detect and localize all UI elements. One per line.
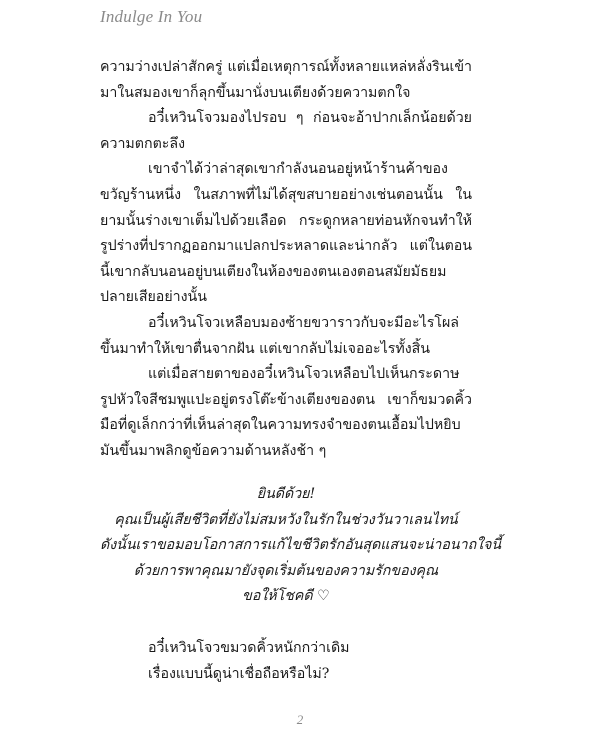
body-text	[100, 55, 472, 465]
paragraph: อวี๋เหวินโจวมองไปรอบ ๆ ก่อนจะอ้าปากเล็กน้อยด้วยความตกตะลึง	[100, 110, 472, 152]
paragraph: ความว่างเปล่าสักครู่ แต่เมื่อเหตุการณ์ทั้งหลายแหล่หลั่งรินเข้ามาในสมองเขาก็ลุกขึ้นมานั่งบนเตียงด้วยความตกใจ	[100, 59, 472, 101]
message-line: คุณเป็นผู้เสียชีวิตที่ยังไม่สมหวังในรักในช่วงวันวาเลนไทน์	[114, 511, 458, 528]
paragraph: อวี๋เหวินโจวเหลือบมองซ้ายขวาราวกับจะมีอะไรโผล่ขึ้นมาทำให้เขาตื่นจากฝัน แต่เขากลับไม่เจออะไรทั้งสิ้น	[100, 314, 459, 357]
paragraph: เขาจำได้ว่าล่าสุดเขากำลังนอนอยู่หน้าร้านค้าของขวัญร้านหนึ่ง ในสภาพที่ไม่ได้สุขสบายอย่างเช่นตอนนั้น ในยามนั้นร่างเขาเต็มไปด้วยเลือด กระดูกหลายท่อนหักจนทำให้รูปร่างที่ปรากฏออกมาแปลกประหลาดและน่ากลัว แต่ในตอนนี้เขากลับนอนอยู่บนเตียงในห้องของตนเองตอนสมัยมัธยมปลายเสียอย่างนั้น	[100, 161, 472, 306]
message-line: ดังนั้นเราขอมอบโอกาสการแก้ไขชีวิตรักอันสุดแสนจะน่าอนาถใจนี้	[100, 537, 502, 554]
page-number: 2	[296, 712, 304, 727]
message-line: ขอให้โชคดี ♡	[242, 588, 330, 605]
message-line: ด้วยการพาคุณมายังจุดเริ่มต้นของความรักของคุณ	[133, 562, 439, 579]
message-line: ยินดีด้วย!	[256, 486, 316, 502]
paragraph: อวี๋เหวินโจวขมวดคิ้วหนักกว่าเดิม	[148, 640, 350, 656]
closing-text	[100, 636, 472, 687]
running-header-title: Indulge In You	[100, 7, 203, 26]
paragraph: แต่เมื่อสายตาของอวี๋เหวินโจวเหลือบไปเห็นกระดาษรูปหัวใจสีชมพูแปะอยู่ตรงโต๊ะข้างเตียงของตน เขาก็ขมวดคิ้ว มือที่ดูเล็กกว่าที่เห็นล่าสุดในความทรงจำของตนเอื้อมไปหยิบมันขึ้นมาพลิกดูข้อความด้านหลังช้า ๆ	[100, 366, 472, 459]
heart-note-message	[100, 482, 502, 610]
paragraph: เรื่องแบบนี้ดูน่าเชื่อถือหรือไม่?	[148, 665, 330, 682]
